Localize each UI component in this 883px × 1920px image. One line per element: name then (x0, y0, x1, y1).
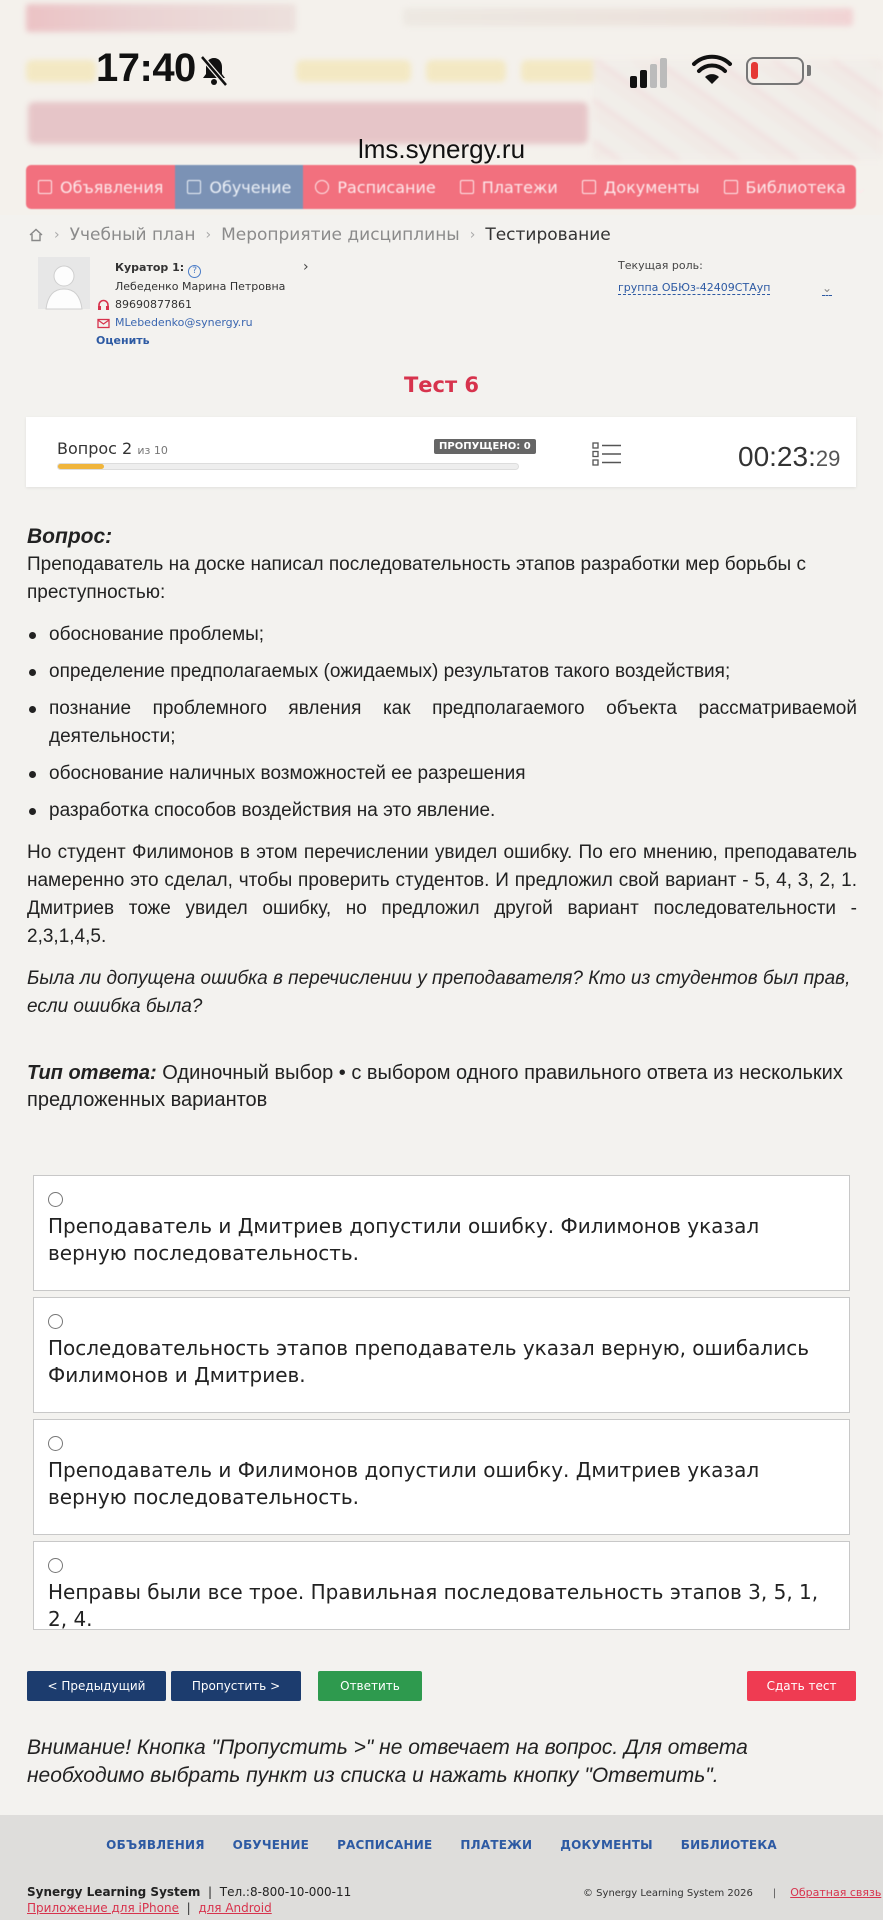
curator-label: Куратор 1: (115, 261, 185, 274)
announcements-icon (38, 180, 52, 194)
chevron-down-icon: ⌄ (821, 281, 832, 295)
mail-icon (97, 317, 110, 330)
answer-type (27, 1060, 857, 1114)
chevron-right-icon: › (469, 227, 476, 243)
curator-email[interactable]: MLebedenko@synergy.ru (115, 316, 253, 329)
question-intro: Преподаватель на доске написал последовательность этапов разработки мер борьбы с преступностью: (27, 554, 806, 603)
answer-type-value: Одиночный выбор • с выбором одного правильного ответа из нескольких предложенных вариантов (27, 1062, 843, 1111)
option-text: Преподаватель и Дмитриев допустили ошибку. Филимонов указал верную последовательность. (48, 1214, 760, 1265)
question-body (27, 525, 857, 1114)
curator-phone: 89690877861 (115, 298, 192, 311)
submit-test-button[interactable]: Сдать тест (747, 1671, 856, 1701)
breadcrumb (28, 224, 611, 246)
wifi-icon (692, 56, 732, 86)
page-header-area (0, 0, 883, 215)
person-icon (38, 257, 90, 309)
chevron-right-icon: › (205, 227, 212, 243)
curator-avatar (38, 257, 90, 309)
list-item: обоснование наличных возможностей ее разрешения (27, 760, 857, 788)
breadcrumb-item[interactable]: Учебный план (69, 225, 196, 245)
footer-link-learning[interactable]: ОБУЧЕНИЕ (232, 1838, 310, 1852)
skip-button[interactable]: Пропустить > (171, 1671, 301, 1701)
list-item: обоснование проблемы; (27, 621, 857, 649)
signal-icon (660, 58, 667, 88)
list-item: определение предполагаемых (ожидаемых) результатов такого воздействия; (27, 658, 857, 686)
chevron-right-icon: › (54, 227, 60, 243)
radio-button[interactable] (48, 1192, 63, 1207)
timer: 00:23:29 (738, 441, 841, 472)
answer-option-4[interactable] (33, 1541, 850, 1630)
synergy-logo (26, 4, 296, 32)
question-label: Вопрос: (27, 525, 113, 548)
skipped-badge: ПРОПУЩЕНО: 0 (434, 439, 536, 454)
help-icon[interactable]: ? (188, 265, 201, 278)
status-time: 17:40 (96, 46, 196, 90)
footer-company: Synergy Learning System | Тел.:8-800-10-000-11 (27, 1885, 352, 1899)
signal-icon (640, 70, 647, 88)
footer-nav (0, 1838, 883, 1852)
list-item: разработка способов воздействия на это явление. (27, 797, 857, 825)
nav-item-learning[interactable]: Обучение (175, 165, 303, 209)
answer-type-label: Тип ответа: (27, 1062, 157, 1084)
question-list (27, 621, 857, 825)
footer-apps: Приложение для iPhone | для Android (27, 1901, 272, 1915)
status-indicators (630, 54, 830, 88)
skip-warning: Внимание! Кнопка "Пропустить >" не отвечает на вопрос. Для ответа необходимо выбрать пункт из списка и нажать кнопку "Ответить". (27, 1736, 748, 1787)
signal-icon (630, 76, 637, 88)
answer-option-3[interactable] (33, 1419, 850, 1535)
battery-tip (807, 65, 811, 76)
question-list-icon[interactable] (592, 442, 622, 466)
footer-link-library[interactable]: БИБЛИОТЕКА (680, 1838, 777, 1852)
nav-item-schedule[interactable]: Расписание (303, 165, 447, 209)
option-text: Неправы были все трое. Правильная последовательность этапов 3, 5, 1, 2, 4. (48, 1580, 819, 1631)
role-select[interactable] (618, 281, 838, 299)
option-text: Преподаватель и Филимонов допустили ошибку. Дмитриев указал верную последовательность. (48, 1458, 760, 1509)
list-item: познание проблемного явления как предполагаемого объекта рассматриваемой деятельности; (27, 695, 857, 751)
breadcrumb-item[interactable]: Мероприятие дисциплины (221, 225, 460, 245)
radio-button[interactable] (48, 1558, 63, 1573)
curator-info (96, 259, 286, 350)
chevron-right-icon[interactable]: › (303, 259, 309, 275)
progress-fill (58, 464, 104, 469)
home-icon[interactable] (28, 227, 44, 243)
headset-icon (97, 299, 110, 312)
breadcrumb-current: Тестирование (485, 225, 611, 245)
clock-icon (315, 180, 329, 194)
battery-icon (746, 57, 804, 85)
footer (0, 1815, 883, 1920)
blurred-top-links (403, 8, 853, 26)
signal-icon (650, 64, 657, 88)
footer-link-schedule[interactable]: РАСПИСАНИЕ (337, 1838, 433, 1852)
role-value: группа ОБЮз-42409СТАуп (618, 281, 771, 294)
rate-curator-link[interactable]: Оценить (96, 334, 150, 347)
nav-item-library[interactable]: Библиотека ⌄ (712, 165, 880, 209)
test-title: Тест 6 (403, 373, 480, 397)
radio-button[interactable] (48, 1436, 63, 1451)
nav-item-documents[interactable]: Документы (570, 165, 712, 209)
bell-muted-icon (198, 54, 230, 88)
feedback-link[interactable]: Обратная связь (790, 1886, 882, 1899)
option-text: Последовательность этапов преподаватель указал верную, ошибались Филимонов и Дмитриев. (48, 1336, 809, 1387)
previous-button[interactable]: < Предыдущий (27, 1671, 166, 1701)
answer-button[interactable]: Ответить (318, 1671, 422, 1701)
progress-bar (57, 463, 519, 470)
question-paragraph: Но студент Филимонов в этом перечислении увидел ошибку. По его мнению, преподаватель намеренно это сделал, чтобы проверить студентов. И предложил свой вариант - 5, 4, 3, 2, 1. Дмитриев тоже увидел ошибку, но предложил другой вариант последовательности - 2,3,1,4,5. (27, 842, 857, 947)
nav-item-payments[interactable]: Платежи (448, 165, 570, 209)
nav-item-announcements[interactable]: Объявления (26, 165, 175, 209)
footer-copyright: © Synergy Learning System 2026 | Обратная связь (583, 1886, 882, 1899)
iphone-app-link[interactable]: Приложение для iPhone (27, 1901, 179, 1915)
question-counter: Вопрос 2 из 10 (57, 439, 168, 458)
browser-url[interactable]: lms.synergy.ru (357, 134, 526, 164)
role-label: Текущая роль: (618, 259, 703, 272)
answer-option-2[interactable] (33, 1297, 850, 1413)
document-icon (582, 180, 596, 194)
answer-option-1[interactable] (33, 1175, 850, 1291)
curator-name: Лебеденко Марина Петровна (115, 280, 286, 293)
graduation-cap-icon (187, 180, 201, 194)
chevron-down-icon: ⌄ (853, 177, 868, 197)
android-app-link[interactable]: для Android (198, 1901, 272, 1915)
main-nav (26, 165, 868, 209)
radio-button[interactable] (48, 1314, 63, 1329)
footer-link-payments[interactable]: ПЛАТЕЖИ (460, 1838, 533, 1852)
footer-link-documents[interactable]: ДОКУМЕНТЫ (560, 1838, 653, 1852)
question-ask: Была ли допущена ошибка в перечислении у преподавателя? Кто из студентов был прав, если ошибка была? (27, 968, 851, 1017)
book-icon (724, 180, 738, 194)
progress-panel (26, 417, 856, 487)
footer-link-announcements[interactable]: ОБЪЯВЛЕНИЯ (106, 1838, 205, 1852)
payments-icon (460, 180, 474, 194)
